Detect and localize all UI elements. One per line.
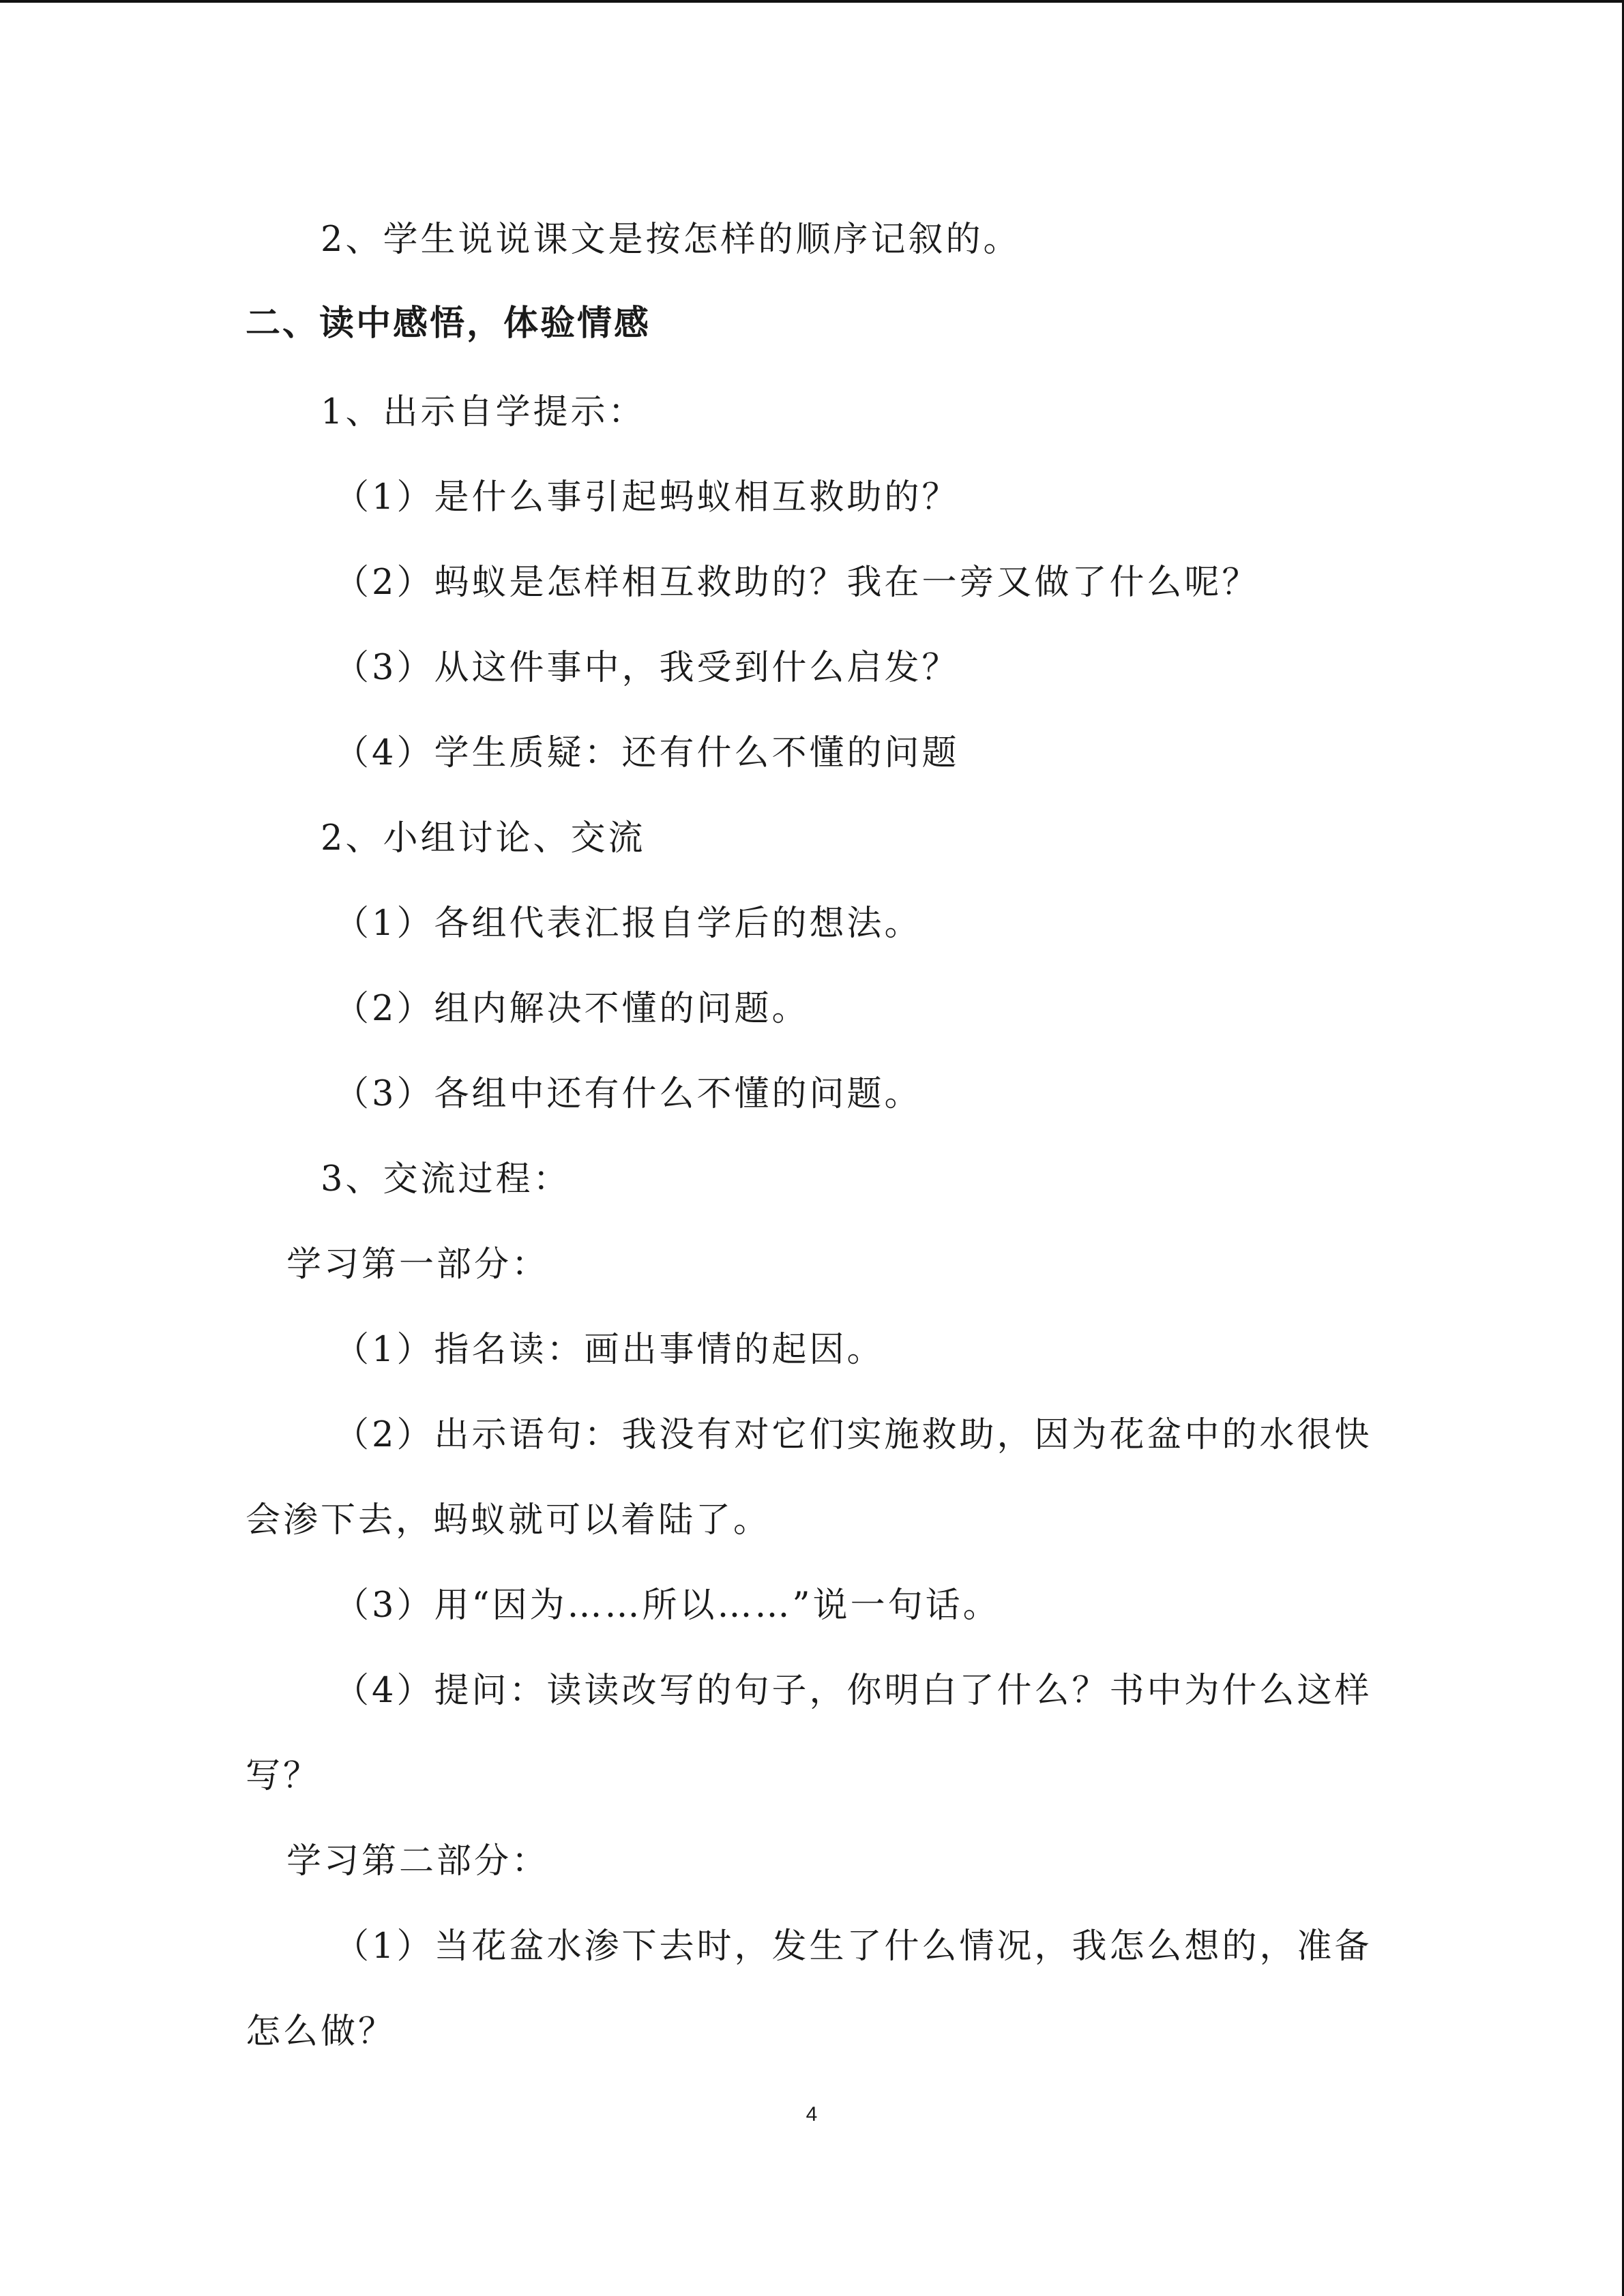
continuation-line: 怎么做？	[246, 2012, 396, 2052]
list-item: （1）当花盆水渗下去时，发生了什么情况，我怎么想的，准备	[334, 1926, 1372, 1967]
list-item: （3）各组中还有什么不懂的问题。	[334, 1074, 922, 1114]
list-item: （3）从这件事中，我受到什么启发？	[334, 648, 960, 688]
list-item: （3）用“因为……所以……”说一句话。	[334, 1585, 1001, 1626]
subsection-label: 学习第一部分：	[286, 1244, 550, 1285]
list-item: （1）各组代表汇报自学后的想法。	[334, 904, 922, 944]
paragraph-line: 2、学生说说课文是按怎样的顺序记叙的。	[321, 220, 1021, 260]
continuation-line: 会渗下去，蚂蚁就可以着陆了。	[246, 1500, 771, 1540]
page-number: 4	[806, 2103, 818, 2126]
paragraph-line: 1、出示自学提示：	[321, 392, 646, 432]
list-item: （1）是什么事引起蚂蚁相互救助的？	[334, 477, 960, 518]
section-heading: 二、读中感悟，体验情感	[246, 303, 651, 344]
paragraph-line: 2、小组讨论、交流	[321, 818, 646, 859]
list-item: （2）组内解决不懂的问题。	[334, 989, 810, 1029]
list-item: （1）指名读：画出事情的起因。	[334, 1330, 885, 1370]
list-item: （4）学生质疑：还有什么不懂的问题	[334, 733, 960, 773]
continuation-line: 写？	[246, 1756, 321, 1796]
list-item: （2）出示语句：我没有对它们实施救助，因为花盆中的水很快	[334, 1415, 1372, 1455]
paragraph-line: 3、交流过程：	[321, 1159, 571, 1199]
list-item: （4）提问：读读改写的句子，你明白了什么？书中为什么这样	[334, 1671, 1372, 1711]
subsection-label: 学习第二部分：	[286, 1841, 550, 1881]
list-item: （2）蚂蚁是怎样相互救助的？我在一旁又做了什么呢？	[334, 563, 1260, 603]
